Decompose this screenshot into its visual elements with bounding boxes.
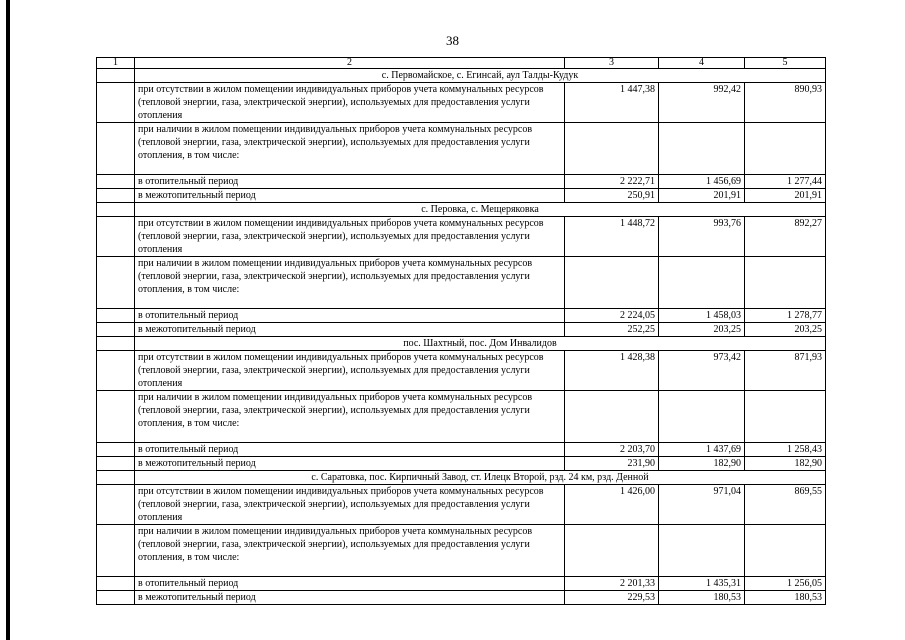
value-cell-v5: 871,93 [745, 351, 826, 391]
index-cell [97, 443, 135, 457]
row-description: при отсутствии в жилом помещении индивидуальных приборов учета коммунальных ресурсов (тепловой энергии, газа, электрической энергии), используемых для предоставления услуги отопления [135, 485, 565, 525]
index-cell [97, 337, 135, 351]
location-heading: с. Перовка, с. Мещеряковка [135, 203, 826, 217]
value-cell-v4: 201,91 [659, 189, 745, 203]
table-header-row [97, 58, 826, 69]
value-cell-v5: 182,90 [745, 457, 826, 471]
value-cell-v5: 890,93 [745, 83, 826, 123]
table-row [97, 391, 826, 443]
value-cell-v3: 250,91 [565, 189, 659, 203]
value-cell-v4 [659, 123, 745, 175]
location-heading: с. Первомайское, с. Егинсай, аул Талды-Кудук [135, 69, 826, 83]
value-cell-v5: 1 278,77 [745, 309, 826, 323]
location-row [97, 337, 826, 351]
row-description: в межотопительный период [135, 457, 565, 471]
row-description: в межотопительный период [135, 591, 565, 605]
value-cell-v3: 231,90 [565, 457, 659, 471]
value-cell-v3: 252,25 [565, 323, 659, 337]
value-cell-v4: 992,42 [659, 83, 745, 123]
column-header: 2 [135, 58, 565, 69]
index-cell [97, 525, 135, 577]
column-header: 1 [97, 58, 135, 69]
row-description: в отопительный период [135, 443, 565, 457]
value-cell-v5: 180,53 [745, 591, 826, 605]
value-cell-v3: 1 426,00 [565, 485, 659, 525]
value-cell-v4 [659, 525, 745, 577]
index-cell [97, 189, 135, 203]
value-cell-v3: 2 224,05 [565, 309, 659, 323]
tariff-table [96, 57, 826, 605]
index-cell [97, 203, 135, 217]
value-cell-v5: 869,55 [745, 485, 826, 525]
index-cell [97, 69, 135, 83]
row-description: в межотопительный период [135, 189, 565, 203]
value-cell-v4: 1 456,69 [659, 175, 745, 189]
index-cell [97, 175, 135, 189]
value-cell-v5 [745, 257, 826, 309]
table-row [97, 351, 826, 391]
table-row [97, 189, 826, 203]
row-description: при наличии в жилом помещении индивидуальных приборов учета коммунальных ресурсов (тепловой энергии, газа, электрической энергии), используемых для предоставления услуги отопления, в том числе: [135, 525, 565, 577]
table-row [97, 591, 826, 605]
index-cell [97, 457, 135, 471]
value-cell-v5 [745, 123, 826, 175]
value-cell-v3: 1 428,38 [565, 351, 659, 391]
column-header: 5 [745, 58, 826, 69]
value-cell-v5: 203,25 [745, 323, 826, 337]
index-cell [97, 83, 135, 123]
table-row [97, 309, 826, 323]
table-row [97, 257, 826, 309]
location-heading: пос. Шахтный, пос. Дом Инвалидов [135, 337, 826, 351]
index-cell [97, 123, 135, 175]
value-cell-v4: 203,25 [659, 323, 745, 337]
row-description: в межотопительный период [135, 323, 565, 337]
value-cell-v5 [745, 391, 826, 443]
location-row [97, 69, 826, 83]
index-cell [97, 591, 135, 605]
location-row [97, 471, 826, 485]
row-description: при наличии в жилом помещении индивидуальных приборов учета коммунальных ресурсов (тепловой энергии, газа, электрической энергии), используемых для предоставления услуги отопления, в том числе: [135, 123, 565, 175]
value-cell-v4: 971,04 [659, 485, 745, 525]
value-cell-v3: 2 203,70 [565, 443, 659, 457]
value-cell-v5: 1 277,44 [745, 175, 826, 189]
page-number: 38 [446, 33, 459, 48]
value-cell-v3 [565, 123, 659, 175]
value-cell-v3 [565, 257, 659, 309]
index-cell [97, 351, 135, 391]
table-row [97, 83, 826, 123]
value-cell-v3: 2 222,71 [565, 175, 659, 189]
value-cell-v4: 973,42 [659, 351, 745, 391]
value-cell-v4: 993,76 [659, 217, 745, 257]
table-row [97, 577, 826, 591]
value-cell-v5 [745, 525, 826, 577]
row-description: при отсутствии в жилом помещении индивидуальных приборов учета коммунальных ресурсов (тепловой энергии, газа, электрической энергии), используемых для предоставления услуги отопления [135, 217, 565, 257]
table-row [97, 175, 826, 189]
value-cell-v4: 182,90 [659, 457, 745, 471]
value-cell-v3: 1 448,72 [565, 217, 659, 257]
table-row [97, 323, 826, 337]
location-row [97, 203, 826, 217]
value-cell-v3: 2 201,33 [565, 577, 659, 591]
table-row [97, 485, 826, 525]
index-cell [97, 391, 135, 443]
table-row [97, 217, 826, 257]
column-header: 3 [565, 58, 659, 69]
index-cell [97, 323, 135, 337]
table-row [97, 457, 826, 471]
value-cell-v5: 1 258,43 [745, 443, 826, 457]
value-cell-v4: 1 437,69 [659, 443, 745, 457]
column-header: 4 [659, 58, 745, 69]
location-heading: с. Саратовка, пос. Кирпичный Завод, ст. Илецк Второй, рзд. 24 км, рзд. Денной [135, 471, 826, 485]
value-cell-v5: 201,91 [745, 189, 826, 203]
index-cell [97, 471, 135, 485]
page-edge-bar [6, 0, 10, 640]
row-description: в отопительный период [135, 577, 565, 591]
value-cell-v3 [565, 391, 659, 443]
table-row [97, 525, 826, 577]
index-cell [97, 217, 135, 257]
row-description: в отопительный период [135, 309, 565, 323]
index-cell [97, 577, 135, 591]
row-description: при отсутствии в жилом помещении индивидуальных приборов учета коммунальных ресурсов (тепловой энергии, газа, электрической энергии), используемых для предоставления услуги отопления [135, 83, 565, 123]
value-cell-v3: 1 447,38 [565, 83, 659, 123]
index-cell [97, 485, 135, 525]
value-cell-v4: 180,53 [659, 591, 745, 605]
row-description: при отсутствии в жилом помещении индивидуальных приборов учета коммунальных ресурсов (тепловой энергии, газа, электрической энергии), используемых для предоставления услуги отопления [135, 351, 565, 391]
value-cell-v3 [565, 525, 659, 577]
value-cell-v5: 892,27 [745, 217, 826, 257]
value-cell-v5: 1 256,05 [745, 577, 826, 591]
index-cell [97, 257, 135, 309]
row-description: при наличии в жилом помещении индивидуальных приборов учета коммунальных ресурсов (тепловой энергии, газа, электрической энергии), используемых для предоставления услуги отопления, в том числе: [135, 257, 565, 309]
value-cell-v4: 1 435,31 [659, 577, 745, 591]
value-cell-v4: 1 458,03 [659, 309, 745, 323]
value-cell-v4 [659, 391, 745, 443]
value-cell-v3: 229,53 [565, 591, 659, 605]
index-cell [97, 309, 135, 323]
value-cell-v4 [659, 257, 745, 309]
table-row [97, 123, 826, 175]
row-description: при наличии в жилом помещении индивидуальных приборов учета коммунальных ресурсов (тепловой энергии, газа, электрической энергии), используемых для предоставления услуги отопления, в том числе: [135, 391, 565, 443]
table-row [97, 443, 826, 457]
row-description: в отопительный период [135, 175, 565, 189]
